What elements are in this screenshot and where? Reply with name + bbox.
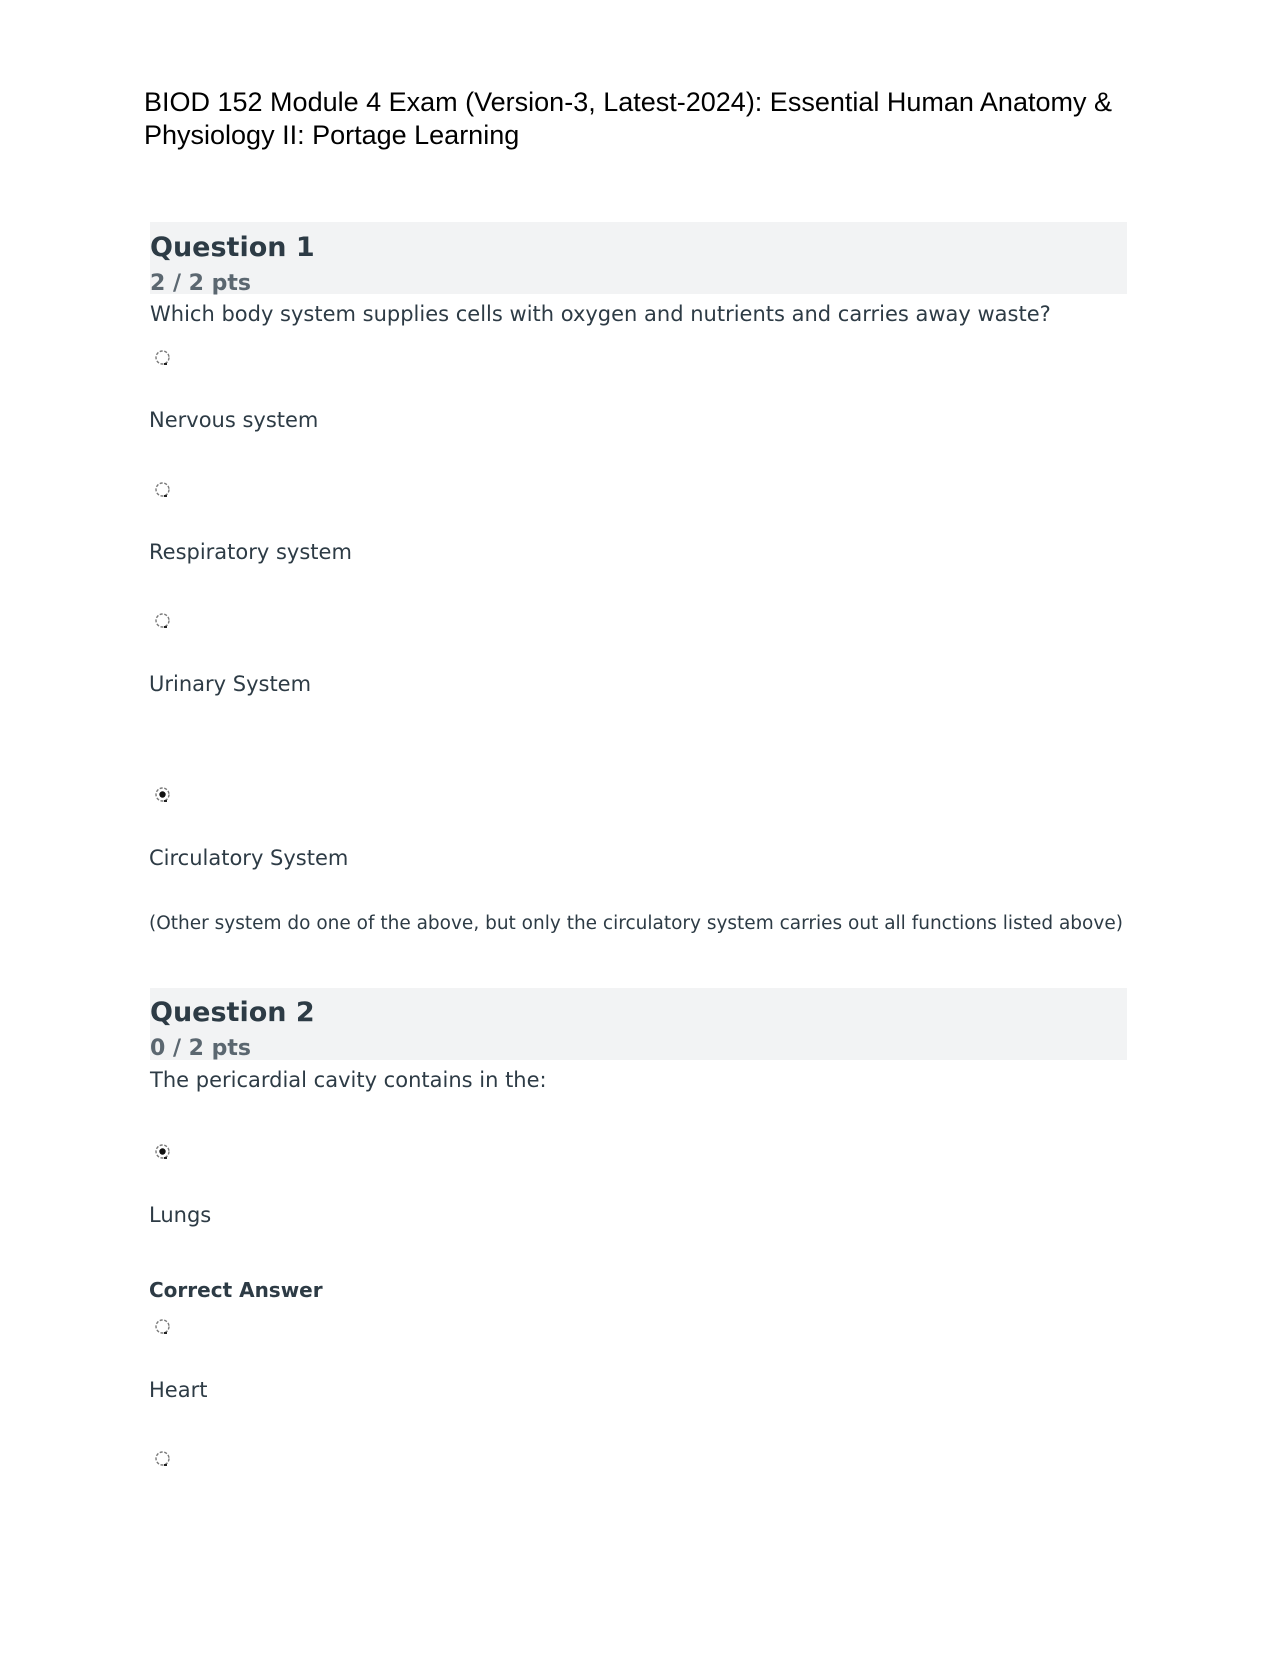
question-text: Which body system supplies cells with oxygen and nutrients and carries away waste?	[150, 302, 1051, 326]
question-points: 0 / 2 pts	[150, 1036, 251, 1061]
answer-option-label: Heart	[149, 1378, 208, 1402]
radio-unselected-icon[interactable]	[154, 349, 171, 366]
answer-option-label: Respiratory system	[149, 540, 352, 564]
question-points: 2 / 2 pts	[150, 271, 251, 296]
radio-unselected-icon[interactable]	[154, 1318, 171, 1335]
answer-option-label: Lungs	[149, 1203, 212, 1227]
question-title: Question 1	[150, 232, 315, 263]
answer-option-label: Circulatory System	[149, 846, 349, 870]
answer-explanation: (Other system do one of the above, but only the circulatory system carries out all functions listed above)	[149, 913, 1123, 934]
document-title: BIOD 152 Module 4 Exam (Version-3, Latest-2024): Essential Human Anatomy & Physiology II: Portage Learning	[144, 87, 1112, 150]
question-title: Question 2	[150, 997, 315, 1028]
radio-selected-icon[interactable]	[154, 1143, 171, 1160]
answer-option-label: Nervous system	[149, 408, 319, 432]
radio-unselected-icon[interactable]	[154, 481, 171, 498]
radio-selected-icon[interactable]	[154, 786, 171, 803]
answer-option-label: Urinary System	[149, 672, 312, 696]
correct-answer-marker: Correct Answer	[149, 1278, 323, 1302]
question-text: The pericardial cavity contains in the:	[150, 1068, 547, 1092]
radio-unselected-icon[interactable]	[154, 1450, 171, 1467]
radio-unselected-icon[interactable]	[154, 612, 171, 629]
